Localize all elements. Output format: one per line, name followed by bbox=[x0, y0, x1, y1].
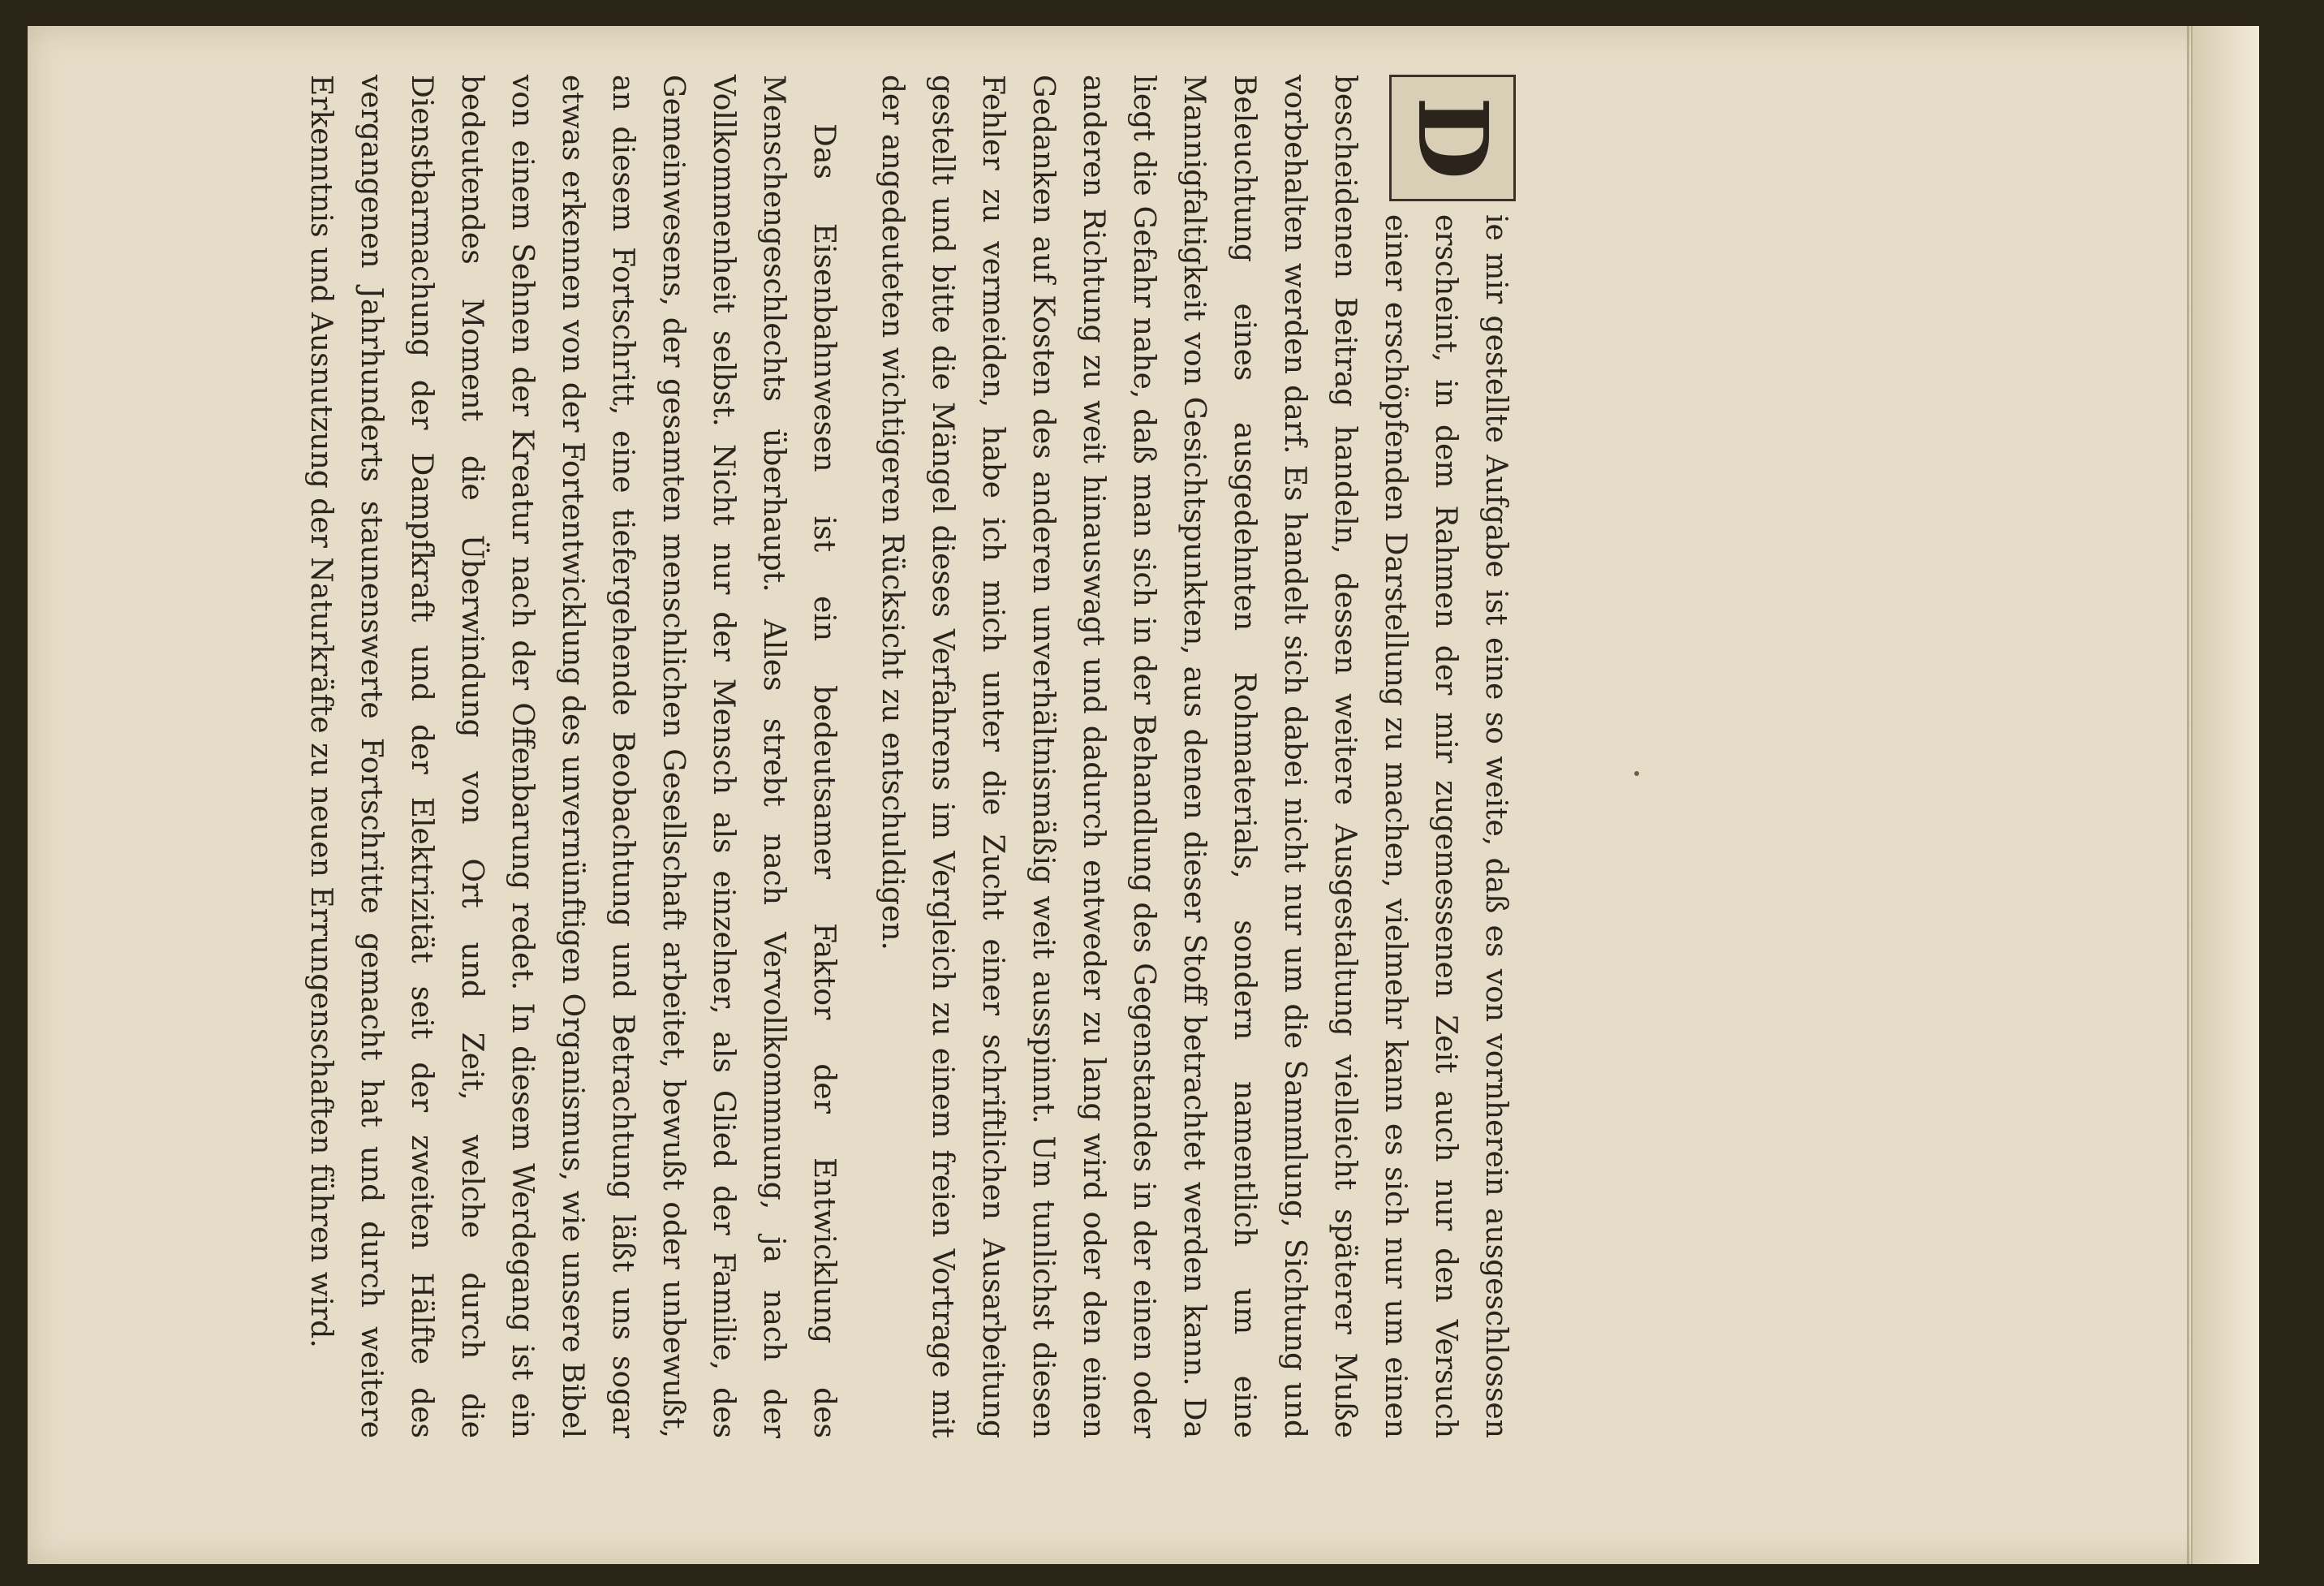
drop-cap-initial bbox=[1389, 75, 1516, 201]
ink-speck bbox=[1634, 771, 1639, 776]
paragraph-1 bbox=[867, 75, 1521, 1438]
paragraph-1-text: ie mir gestellte Aufgabe ist eine so weite, daß es von vornherein ausgeschlossen erscheint, in dem Rahmen der mir zugemessenen Zeit auch nur den Versuch einer erschöpfenden Darstellung zu machen, vielmehr kann es sich nur um einen bescheidenen Beitrag handeln, dessen weitere Ausgestaltung vielleicht späterer Muße vorbehalten werden darf. Es handelt sich dabei nicht nur um die Sammlung, Sichtung und Beleuchtung eines ausgedehnten Rohmaterials, sondern namentlich um eine Mannigfaltigkeit von Gesichtspunkten, aus denen dieser Stoff betrachtet werden kann. Da liegt die Gefahr nahe, daß man sich in der Behandlung des Gegenstandes in der einen oder anderen Richtung zu weit hinauswagt und dadurch entweder zu lang wird oder den einen Gedanken auf Kosten des anderen unverhältnismäßig weit ausspinnt. Um tunlichst diesen Fehler zu vermeiden, habe ich mich unter die Zucht einer schriftlichen Ausarbeitung gestellt und bitte die Mängel dieses Verfahrens im Vergleich zu einem freien Vortrage mit der angedeuteten wichtigeren Rücksicht zu entschuldigen. bbox=[876, 75, 1513, 1438]
page-fold-line bbox=[2187, 26, 2189, 1564]
body-text bbox=[278, 75, 1521, 1438]
paragraph-2: Das Eisenbahnwesen ist ein bedeutsamer Faktor der Entwicklung des Menschengeschlechts überhaupt. Alles strebt nach Vervollkommnung, ja nach der Vollkommenheit selbst. Nicht nur der Mensch als einzelner, als Glied der Familie, des Gemeinwesens, der gesamten menschlichen Gesellschaft arbeitet, bewußt oder unbewußt, an diesem Fortschritt, eine tiefergehende Beobachtung und Betrachtung läßt uns sogar etwas erkennen von der Fortentwicklung des unvernünftigen Organismus, wie unsere Bibel von einem Sehnen der Kreatur nach der Offenbarung redet. In diesem Werdegang ist ein bedeutendes Moment die Überwindung von Ort und Zeit, welche durch die Dienstbarmachung der Dampfkraft und der Elektrizität seit der zweiten Hälfte des vergangenen Jahrhunderts staunenswerte Fortschritte gemacht hat und durch weitere Erkenntnis und Ausnutzung der Naturkräfte zu neuen Errungenschaften führen wird. bbox=[304, 75, 841, 1438]
rotated-text-area bbox=[255, 75, 1521, 1438]
book-page bbox=[28, 26, 2257, 1564]
adjacent-page-edge bbox=[2191, 26, 2259, 1564]
drop-cap-letter: D bbox=[1397, 96, 1509, 180]
